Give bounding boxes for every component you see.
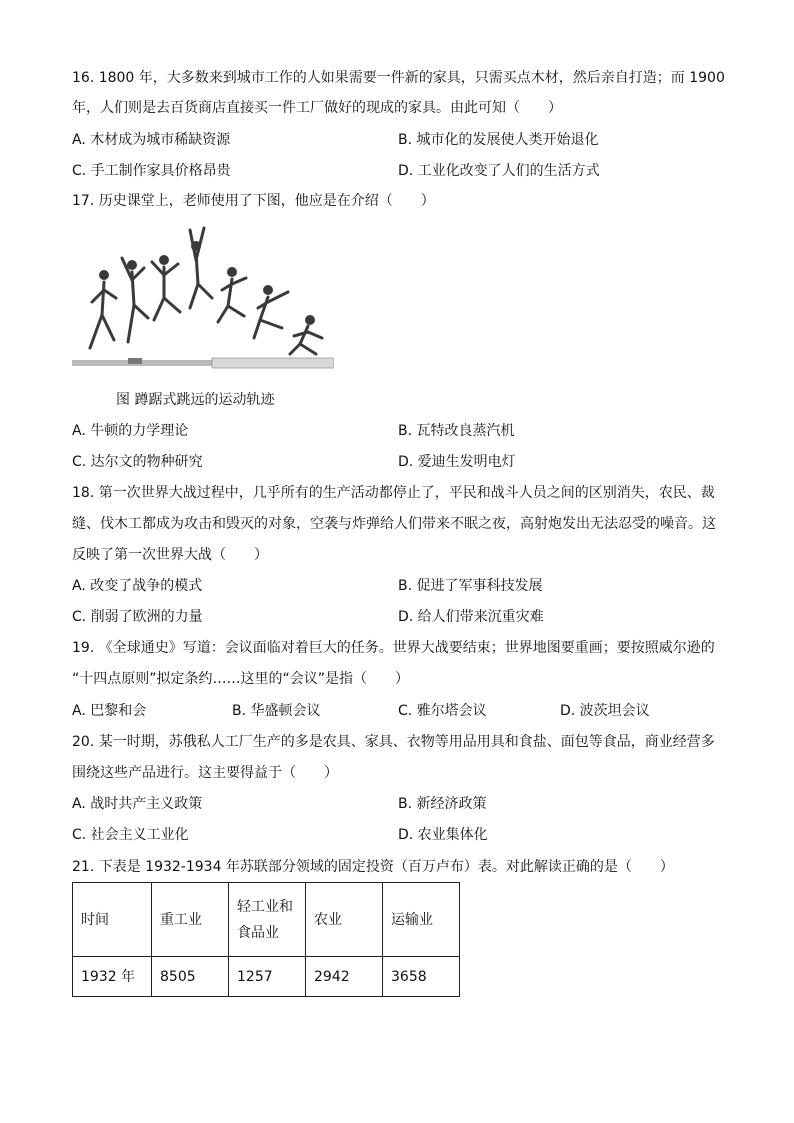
q19-stem-line2: “十四点原则”拟定条约……这里的“会议”是指（ ）	[72, 671, 410, 687]
q18-option-a[interactable]: A. 改变了战争的模式	[72, 578, 203, 594]
table-cell: 1932 年	[73, 957, 152, 997]
q20-option-b[interactable]: B. 新经济政策	[398, 796, 487, 812]
q19-option-d[interactable]: D. 波茨坦会议	[560, 703, 650, 719]
table-header-cell: 时间	[73, 883, 152, 957]
table-header-cell-light-industry	[229, 883, 306, 957]
q19-option-b[interactable]: B. 华盛顿会议	[232, 703, 321, 719]
table-cell: 1257	[229, 957, 306, 997]
investment-table	[72, 882, 460, 997]
q17-stem-line1: 17. 历史课堂上，老师使用了下图，他应是在介绍（ ）	[72, 193, 435, 209]
q20-option-d[interactable]: D. 农业集体化	[398, 827, 488, 843]
q16-option-d[interactable]: D. 工业化改变了人们的生活方式	[398, 163, 600, 179]
q16-option-b[interactable]: B. 城市化的发展使人类开始退化	[398, 132, 599, 148]
q18-stem-line1: 18. 第一次世界大战过程中，几乎所有的生产活动都停止了，平民和战斗人员之间的区别消失，农民、裁	[72, 485, 715, 501]
q18-option-d[interactable]: D. 给人们带来沉重灾难	[398, 609, 544, 625]
table-header-cell: 运输业	[383, 883, 460, 957]
table-row	[73, 957, 460, 997]
q18-option-c[interactable]: C. 削弱了欧洲的力量	[72, 609, 203, 625]
q17-option-c[interactable]: C. 达尔文的物种研究	[72, 454, 203, 470]
q17-option-b[interactable]: B. 瓦特改良蒸汽机	[398, 423, 515, 439]
q18-option-b[interactable]: B. 促进了军事科技发展	[398, 578, 543, 594]
table-cell: 3658	[383, 957, 460, 997]
q16-option-a[interactable]: A. 木材成为城市稀缺资源	[72, 132, 231, 148]
table-header-row	[73, 883, 460, 957]
table-cell: 8505	[152, 957, 229, 997]
table-header-cell: 重工业	[152, 883, 229, 957]
q20-option-a[interactable]: A. 战时共产主义政策	[72, 796, 203, 812]
header-light-line2: 食品业	[237, 924, 279, 941]
q21-stem-line1: 21. 下表是 1932-1934 年苏联部分领域的固定投资（百万卢布）表。对此解读正确的是（ ）	[72, 859, 674, 875]
q16-option-c[interactable]: C. 手工制作家具价格昂贵	[72, 163, 231, 179]
q20-option-c[interactable]: C. 社会主义工业化	[72, 827, 189, 843]
q18-stem-line3: 反映了第一次世界大战（ ）	[72, 547, 268, 563]
long-jump-figure	[72, 220, 334, 378]
q16-stem-line1: 16. 1800 年，大多数来到城市工作的人如果需要一件新的家具，只需买点木材，然后亲自打造；而 1900	[72, 70, 725, 86]
q19-stem-line1: 19. 《全球通史》写道：会议面临对着巨大的任务。世界大战要结束；世界地图要重画；要按照威尔逊的	[72, 640, 715, 656]
q17-option-d[interactable]: D. 爱迪生发明电灯	[398, 454, 516, 470]
table-header-cell: 农业	[306, 883, 383, 957]
q17-figure-caption: 图 蹲踞式跳远的运动轨迹	[116, 392, 275, 408]
q18-stem-line2: 缝、伐木工都成为攻击和毁灭的对象，空袭与炸弹给人们带来不眠之夜，高射炮发出无法忍受的噪音。这	[72, 516, 716, 532]
q19-option-c[interactable]: C. 雅尔塔会议	[398, 703, 487, 719]
q19-option-a[interactable]: A. 巴黎和会	[72, 703, 147, 719]
header-light-line1: 轻工业和	[237, 898, 293, 915]
table-cell: 2942	[306, 957, 383, 997]
q16-stem-line2: 年，人们则是去百货商店直接买一件工厂做好的现成的家具。由此可知（ ）	[72, 100, 562, 116]
q20-stem-line1: 20. 某一时期，苏俄私人工厂生产的多是农具、家具、衣物等用品用具和食盐、面包等食品，商业经营多	[72, 734, 715, 750]
q20-stem-line2: 围绕这些产品进行。这主要得益于（ ）	[72, 765, 338, 781]
q17-option-a[interactable]: A. 牛顿的力学理论	[72, 423, 189, 439]
